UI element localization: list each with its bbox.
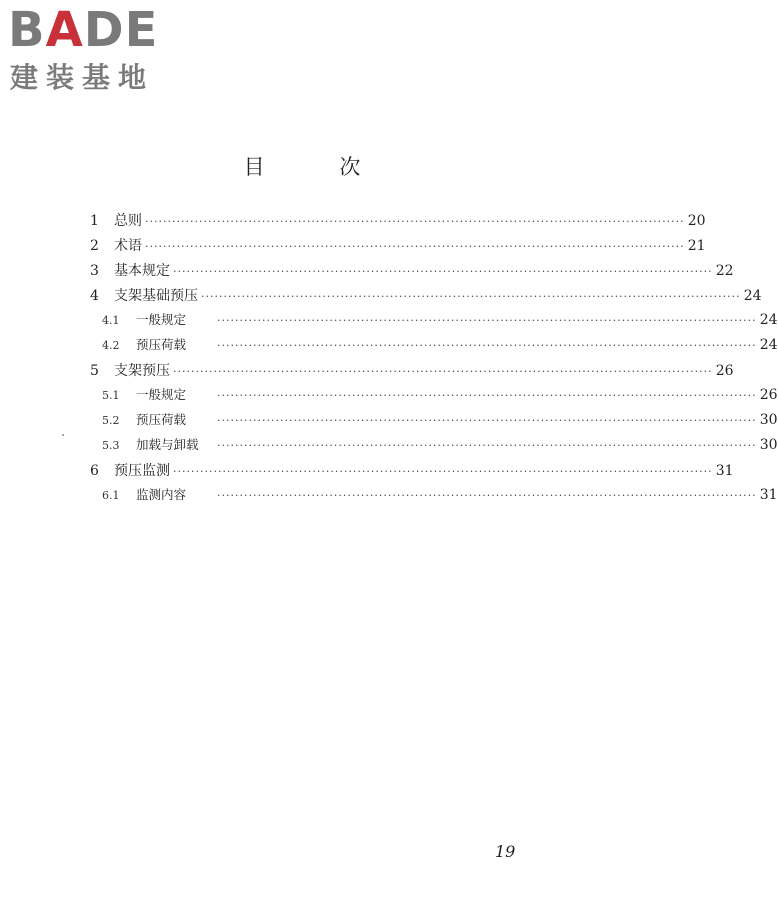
toc-entry-page: 26 [759, 387, 778, 403]
toc-entry[interactable] [90, 335, 778, 360]
dot-leader: ························································································································ [217, 339, 757, 352]
page-title: 目 次 [243, 155, 395, 179]
toc-entry-number: 2 [90, 238, 99, 254]
dot-leader: ························································································································ [201, 290, 741, 303]
toc-entry-page: 30 [759, 412, 778, 428]
toc-entry-page: 24 [759, 337, 778, 353]
toc-entry-page: 22 [715, 263, 734, 279]
toc-entry-number: 4 [90, 288, 99, 304]
dot-leader: ························································································································ [173, 365, 713, 378]
toc-entry-number: 5.2 [102, 414, 120, 427]
toc-entry-label: 监测内容 [136, 487, 187, 502]
dot-leader: ························································································································ [217, 389, 757, 402]
toc-entry-page: 31 [759, 487, 778, 503]
toc-entry-number: 5.1 [102, 389, 120, 402]
table-of-contents [90, 210, 778, 510]
toc-entry-number: 4.2 [102, 339, 120, 352]
toc-entry-number: 4.1 [102, 314, 120, 327]
toc-entry-label: 一般规定 [136, 312, 187, 327]
toc-entry[interactable] [90, 385, 778, 410]
toc-entry[interactable] [90, 210, 706, 235]
dot-leader: ························································································································ [217, 314, 757, 327]
toc-entry-page: 21 [687, 238, 706, 254]
toc-entry-label: 支架预压 [114, 363, 170, 379]
toc-entry-page: 31 [715, 463, 734, 479]
toc-entry[interactable] [90, 235, 706, 260]
toc-entry-label: 预压荷载 [136, 412, 187, 427]
toc-entry-number: 1 [90, 213, 99, 229]
toc-entry-label: 术语 [114, 238, 142, 254]
dot-leader: ························································································································ [217, 489, 757, 502]
toc-entry[interactable] [90, 360, 734, 385]
toc-entry-number: 5 [90, 363, 99, 379]
toc-entry[interactable] [90, 260, 734, 285]
toc-entry-number: 6 [90, 463, 99, 479]
dot-leader: ························································································································ [173, 465, 713, 478]
toc-entry-page: 30 [759, 437, 778, 453]
toc-entry[interactable] [90, 460, 734, 485]
logo-wordmark: BADE [8, 2, 159, 58]
dot-leader: ························································································································ [217, 439, 757, 452]
scan-speck [62, 434, 64, 436]
toc-entry-number: 6.1 [102, 489, 120, 502]
toc-entry-page: 24 [759, 312, 778, 328]
toc-entry[interactable] [90, 310, 778, 335]
bade-logo [8, 4, 178, 96]
toc-entry-label: 预压荷载 [136, 337, 187, 352]
toc-entry-page: 24 [743, 288, 762, 304]
toc-entry-page: 26 [715, 363, 734, 379]
toc-entry-label: 一般规定 [136, 387, 187, 402]
toc-entry-label: 加载与卸载 [136, 437, 199, 452]
dot-leader: ························································································································ [145, 240, 685, 253]
toc-entry-label: 支架基础预压 [114, 288, 198, 304]
dot-leader: ························································································································ [173, 265, 713, 278]
toc-entry[interactable] [90, 435, 778, 460]
toc-entry[interactable] [90, 285, 762, 310]
toc-entry-number: 5.3 [102, 439, 120, 452]
toc-entry-label: 基本规定 [114, 263, 170, 279]
logo-subtitle: 建装基地 [10, 61, 155, 94]
toc-entry[interactable] [90, 410, 778, 435]
toc-entry-label: 预压监测 [114, 463, 170, 479]
page-number: 19 [495, 842, 516, 861]
toc-entry-page: 20 [687, 213, 706, 229]
toc-entry-label: 总则 [114, 213, 142, 229]
toc-entry-number: 3 [90, 263, 99, 279]
dot-leader: ························································································································ [145, 215, 685, 228]
dot-leader: ························································································································ [217, 414, 757, 427]
toc-entry[interactable] [90, 485, 778, 510]
